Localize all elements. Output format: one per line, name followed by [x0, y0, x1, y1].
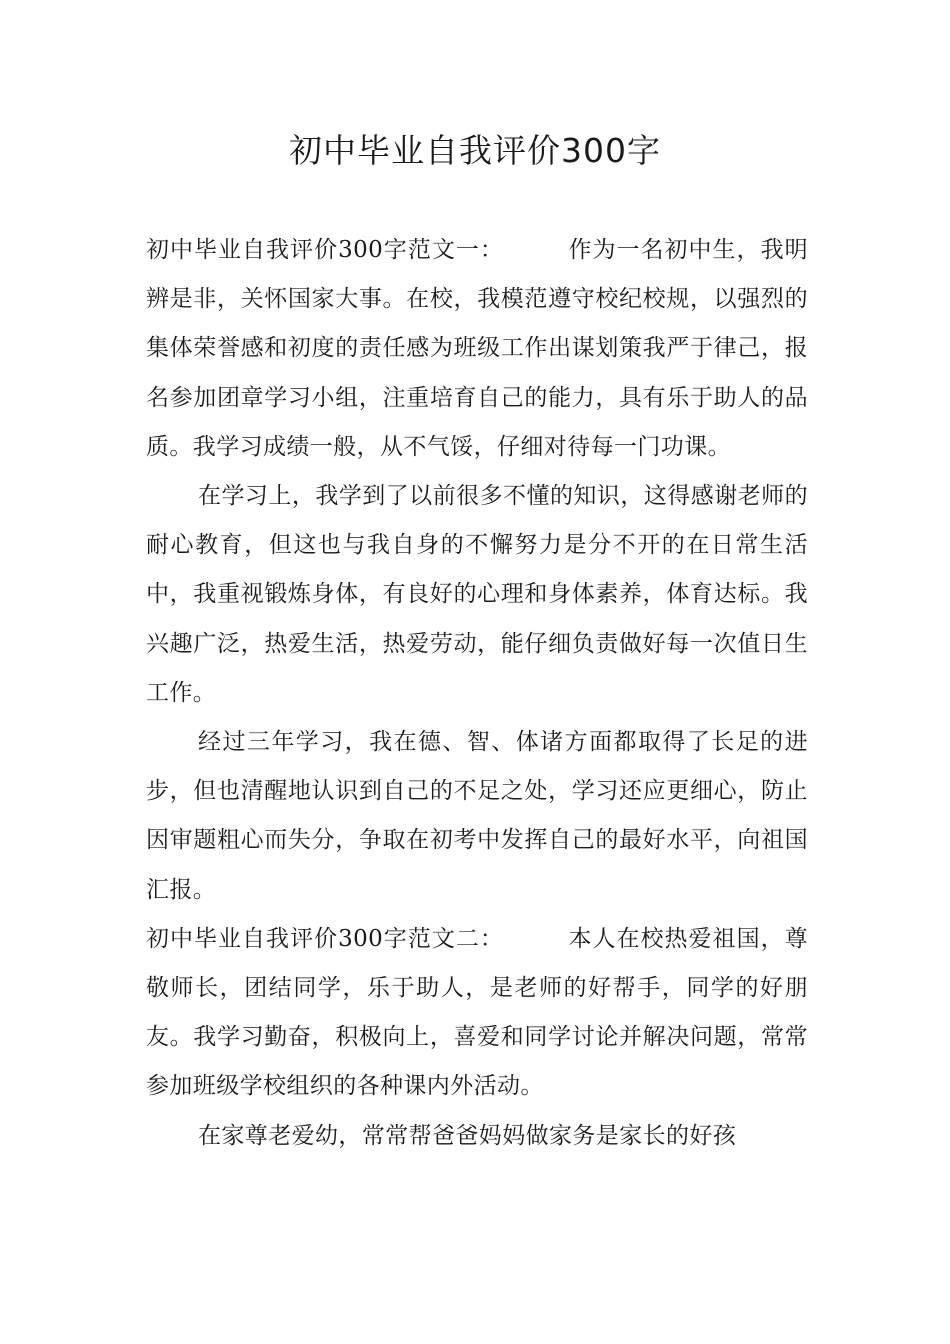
section-2-paragraph-1: 在家尊老爱幼，常常帮爸爸妈妈做家务是家长的好孩 — [198, 1122, 737, 1149]
section-1-paragraph-1: 在学习上，我学到了以前很多不懂的知识，这得感谢老师的耐心教育，但这也与我自身的不懈努力是分不开的在日常生活中，我重视锻炼身体，有良好的心理和身体素养，体育达标。我兴趣广泛，热爱生活，热爱劳动，能仔细负责做好每一次值日生工作。 — [146, 483, 808, 706]
section-1-intro — [146, 226, 808, 472]
section-2-lead: 本人在校热爱祖国，尊敬师长，团结同学，乐于助人，是老师的好帮手，同学的好朋友。我学习勤奋，积极向上，喜爱和同学讨论并解决问题，常常参加班级学校组织的各种课内外活动。 — [146, 925, 808, 1100]
section-1-lead: 作为一名初中生，我明辨是非，关怀国家大事。在校，我模范遵守校纪校规，以强烈的集体荣誉感和初度的责任感为班级工作出谋划策我严于律己，报名参加团章学习小组，注重培育自己的能力，具有乐于助人的品质。我学习成绩一般，从不气馁，仔细对待每一门功课。 — [146, 237, 808, 460]
document-title: 初中毕业自我评价300字 — [289, 131, 661, 170]
section-2-heading: 初中毕业自我评价300字范文二： — [146, 925, 504, 952]
section-1-paragraph-2: 经过三年学习，我在德、智、体诸方面都取得了长足的进步，但也清醒地认识到自己的不足之处，学习还应更细心，防止因审题粗心而失分，争取在初考中发挥自己的最好水平，向祖国汇报。 — [146, 729, 808, 903]
section-2-intro — [146, 915, 808, 1112]
document-body — [146, 226, 808, 1161]
section-1-heading: 初中毕业自我评价300字范文一： — [146, 237, 504, 263]
